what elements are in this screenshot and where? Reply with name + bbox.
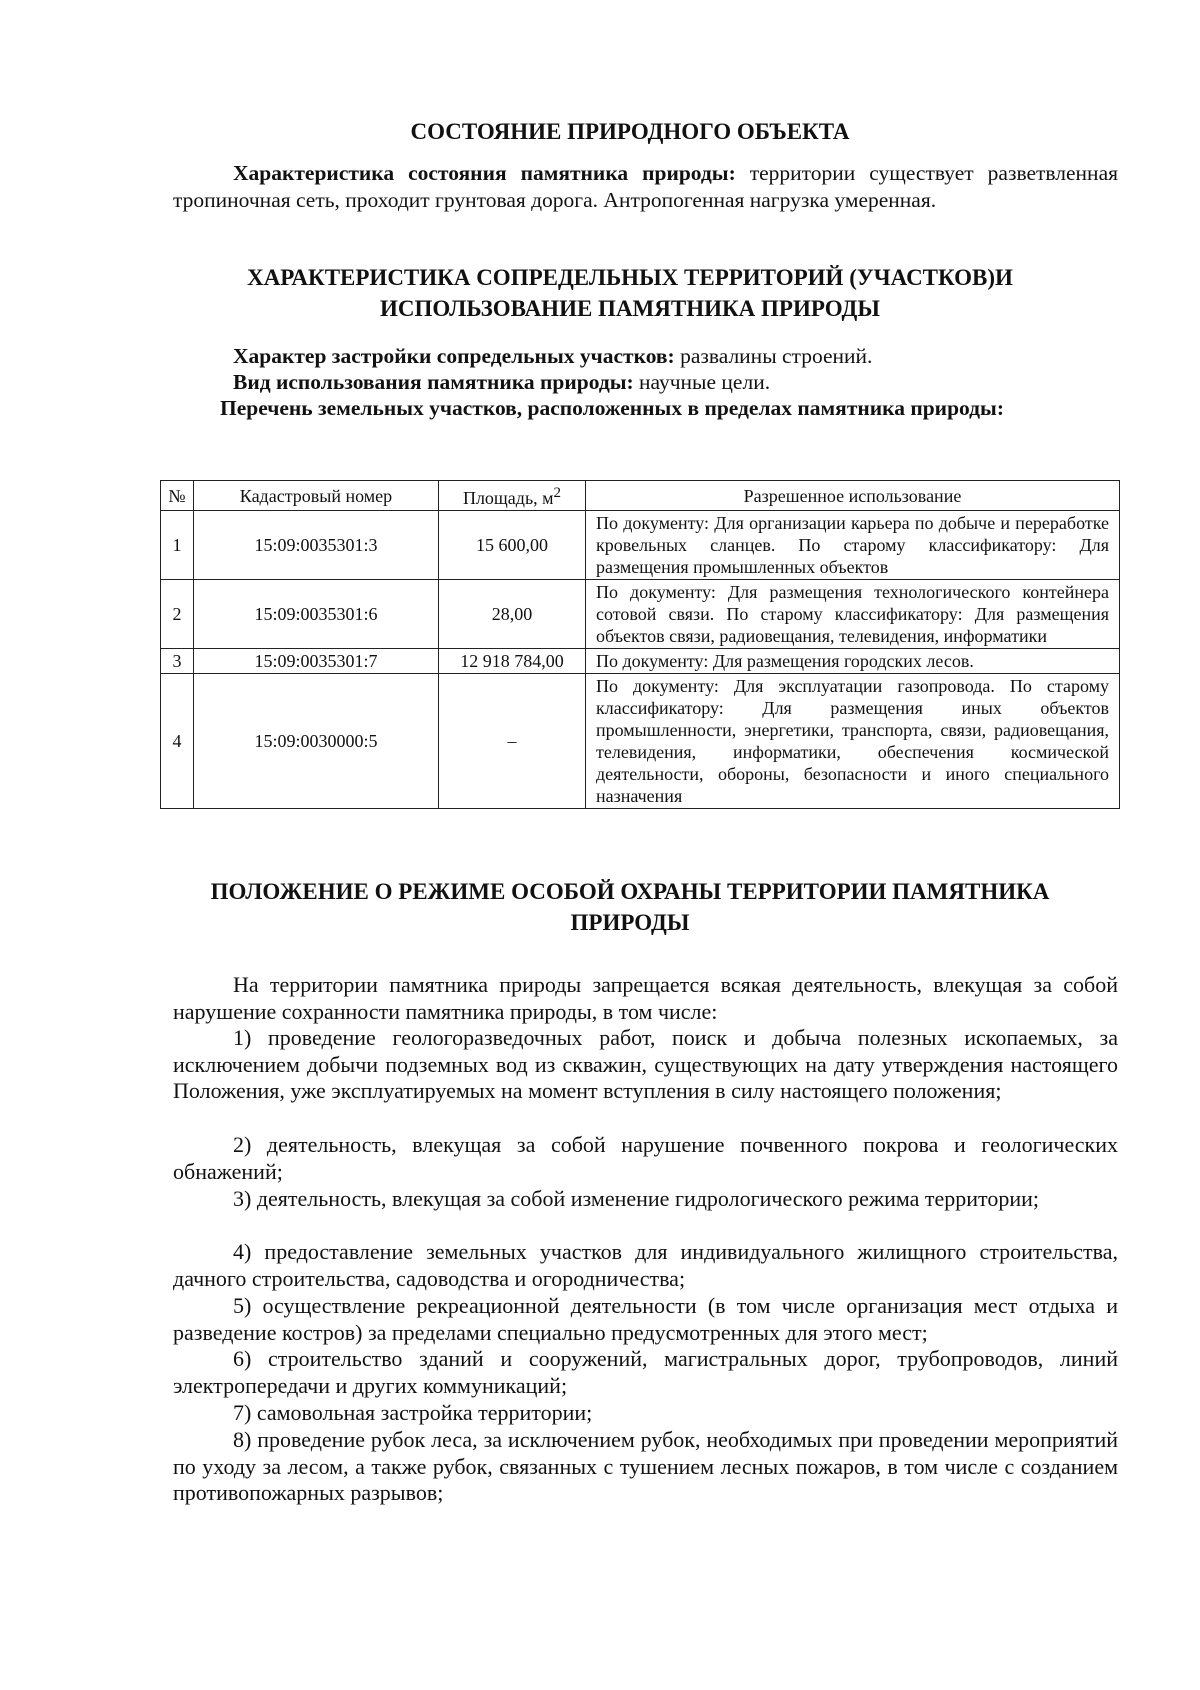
row-use: По документу: Для размещения технологического контейнера сотовой связи. По старому классификатору: Для размещения объектов связи, радиовещания, телевидения, информатики: [586, 580, 1120, 649]
header-cadastral: Кадастровый номер: [194, 481, 439, 511]
list-item: 1) проведение геологоразведочных работ, поиск и добыча полезных ископаемых, за исключением добычи подземных вод из скважин, существующих на дату утверждения настоящего Положения, уже эксплуатируемых на момент вступления в силу настоящего положения;: [173, 1025, 1118, 1103]
table-row: [161, 649, 1120, 674]
usage-paragraph: [173, 369, 1118, 396]
row-number: 3: [161, 649, 194, 674]
header-use: Разрешенное использование: [586, 481, 1120, 511]
state-label: Характеристика состояния памятника природы:: [233, 161, 736, 185]
row-area: 28,00: [439, 580, 586, 649]
section-title-adjacent-line2: ИСПОЛЬЗОВАНИЕ ПАМЯТНИКА ПРИРОДЫ: [380, 296, 880, 321]
section-title-state: СОСТОЯНИЕ ПРИРОДНОГО ОБЪЕКТА: [410, 119, 850, 144]
section-title-regime-line2: ПРИРОДЫ: [570, 910, 690, 935]
header-area: [439, 481, 586, 511]
list-item: 3) деятельность, влекущая за собой изменение гидрологического режима территории;: [233, 1186, 1040, 1211]
list-label: Перечень земельных участков, расположенных в пределах памятника природы:: [220, 396, 1004, 420]
header-area-unit-sup: 2: [553, 485, 562, 501]
list-item: 6) строительство зданий и сооружений, магистральных дорог, трубопроводов, линий электропередачи и других коммуникаций;: [173, 1346, 1118, 1398]
row-cadastral: 15:09:0035301:7: [194, 649, 439, 674]
state-paragraph: [173, 160, 1118, 214]
row-area: 15 600,00: [439, 511, 586, 580]
section-title-regime: [160, 876, 1100, 938]
list-item: 7) самовольная застройка территории;: [233, 1400, 593, 1425]
section-title-regime-line1: ПОЛОЖЕНИЕ О РЕЖИМЕ ОСОБОЙ ОХРАНЫ ТЕРРИТОРИИ ПАМЯТНИКА: [210, 879, 1050, 904]
table-header-row: [161, 481, 1120, 511]
regime-intro: На территории памятника природы запрещается всякая деятельность, влекущая за собой нарушение сохранности памятника природы, в том числе:: [173, 972, 1118, 1024]
row-use: По документу: Для эксплуатации газопровода. По старому классификатору: Для размещения иных объектов промышленности, энергетики, транспорта, связи, радиовещания, телевидения, информатики, обеспечения космической деятельности, обороны, безопасности и иного специального назначения: [586, 674, 1120, 809]
row-number: 1: [161, 511, 194, 580]
list-item: 5) осуществление рекреационной деятельности (в том числе организация мест отдыха и разведение костров) за пределами специально предусмотренных для этого мест;: [173, 1293, 1118, 1345]
header-area-label: Площадь, м: [462, 488, 554, 508]
buildings-value: развалины строений.: [674, 344, 873, 368]
row-use: По документу: Для размещения городских лесов.: [586, 649, 1120, 674]
section-title-adjacent-line1: ХАРАКТЕРИСТИКА СОПРЕДЕЛЬНЫХ ТЕРРИТОРИЙ (УЧАСТКОВ)И: [247, 265, 1013, 290]
row-use: По документу: Для организации карьера по добыче и переработке кровельных сланцев. По старому классификатору: Для размещения промышленных объектов: [586, 511, 1120, 580]
list-paragraph: [160, 395, 1118, 422]
row-number: 2: [161, 580, 194, 649]
list-item: 2) деятельность, влекущая за собой нарушение почвенного покрова и геологических обнажений;: [173, 1132, 1118, 1184]
table-row: [161, 580, 1120, 649]
row-area: 12 918 784,00: [439, 649, 586, 674]
section-title-adjacent: [160, 262, 1100, 324]
row-cadastral: 15:09:0030000:5: [194, 674, 439, 809]
row-cadastral: 15:09:0035301:3: [194, 511, 439, 580]
header-number: №: [161, 481, 194, 511]
state-text: территории существует разветвленная тропиночная сеть, проходит грунтовая дорога. Антропогенная нагрузка умеренная.: [173, 161, 1118, 212]
row-cadastral: 15:09:0035301:6: [194, 580, 439, 649]
usage-label: Вид использования памятника природы:: [233, 370, 634, 394]
table-row: [161, 511, 1120, 580]
list-item: 4) предоставление земельных участков для индивидуального жилищного строительства, дачного строительства, садоводства и огородничества;: [173, 1239, 1118, 1291]
row-number: 4: [161, 674, 194, 809]
buildings-paragraph: [173, 343, 1118, 370]
row-area: –: [439, 674, 586, 809]
land-plots-table: [160, 480, 1120, 809]
usage-value: научные цели.: [633, 370, 771, 394]
buildings-label: Характер застройки сопредельных участков:: [233, 344, 675, 368]
list-item: 8) проведение рубок леса, за исключением рубок, необходимых при проведении мероприятий по уходу за лесом, а также рубок, связанных с тушением лесных пожаров, в том числе с созданием противопожарных разрывов;: [173, 1427, 1118, 1505]
table-row: [161, 674, 1120, 809]
